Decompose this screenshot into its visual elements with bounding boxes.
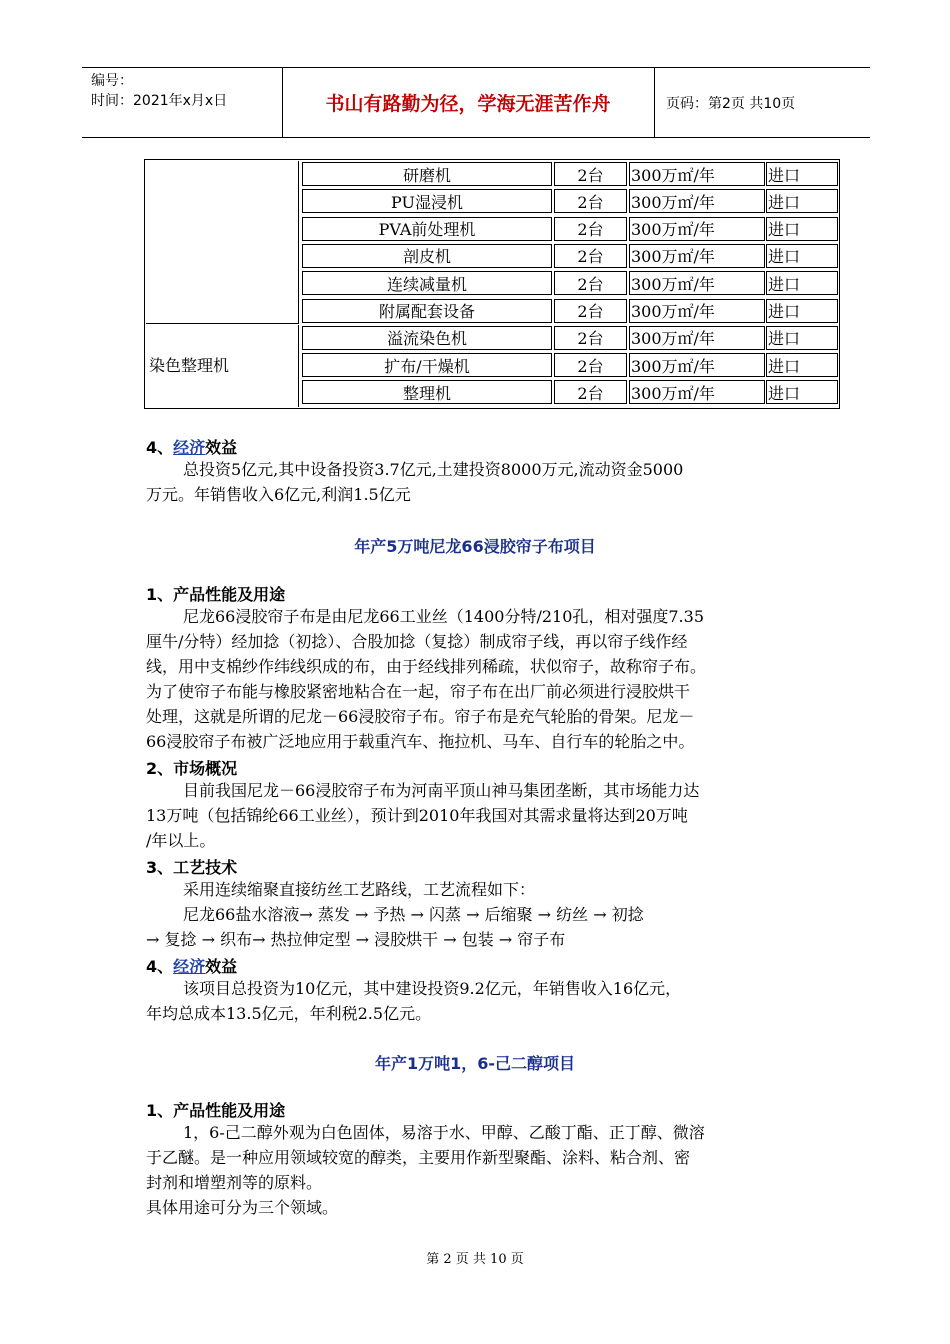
cell-capacity: 300万㎡/年 [629, 162, 765, 186]
table-row [302, 326, 837, 350]
p2-h4-link[interactable]: 经济 [173, 957, 206, 976]
p2-p4-line: 年均总成本13.5亿元，年利税2.5亿元。 [146, 1004, 432, 1023]
cell-name: 溢流染色机 [302, 326, 552, 350]
p2-p1-line: 线，用中支棉纱作纬线织成的布，由于经线排列稀疏，状似帘子，故称帘子布。 [146, 657, 707, 676]
cell-origin: 进口 [766, 162, 838, 186]
cell-name: 连续减量机 [302, 271, 552, 295]
econ-heading [146, 435, 237, 458]
section-label: 染色整理机 [149, 356, 230, 375]
table-row [302, 271, 837, 295]
cell-name: PVA前处理机 [302, 217, 552, 241]
p2-h3: 3、工艺技术 [146, 858, 238, 877]
p3-h1: 1、产品性能及用途 [146, 1101, 286, 1120]
page-footer: 第 2 页 共 10 页 [426, 1252, 524, 1267]
p2-p1-line: 尼龙66浸胶帘子布是由尼龙66工业丝（1400分特/210孔，相对强度7.35 [183, 607, 704, 626]
p2-p1-line: 66浸胶帘子布被广泛地应用于载重汽车、拖拉机、马车、自行车的轮胎之中。 [146, 732, 695, 751]
cell-origin: 进口 [766, 244, 838, 268]
cell-name: PU湿浸机 [302, 189, 552, 213]
p2-p3-line: 采用连续缩聚直接纺丝工艺路线，工艺流程如下： [183, 880, 536, 899]
page-header [82, 67, 870, 138]
p2-h1: 1、产品性能及用途 [146, 585, 286, 604]
table-row [302, 244, 837, 268]
p2-h2: 2、市场概况 [146, 759, 238, 778]
cell-name: 附属配套设备 [302, 299, 552, 323]
cell-capacity: 300万㎡/年 [629, 380, 765, 404]
p2-p3-flow-line: → 复捻 → 织布→ 热拉伸定型 → 浸胶烘干 → 包装 → 帘子布 [146, 930, 566, 949]
p2-p1-line: 为了使帘子布能与橡胶紧密地粘合在一起，帘子布在出厂前必须进行浸胶烘干 [146, 682, 691, 701]
p2-h4-rest: 效益 [205, 957, 238, 976]
table-row [302, 299, 837, 323]
econ-rest: 效益 [205, 438, 238, 457]
cell-qty: 2台 [554, 326, 627, 350]
table-row [302, 380, 837, 404]
cell-qty: 2台 [554, 189, 627, 213]
p2-p2-line: 13万吨（包括锦纶66工业丝），预计到2010年我国对其需求量将达到20万吨 [146, 806, 688, 825]
cell-capacity: 300万㎡/年 [629, 299, 765, 323]
cell-name: 扩布/干燥机 [302, 353, 552, 377]
econ-line-2: 万元。年销售收入6亿元,利润1.5亿元 [146, 485, 411, 504]
cell-capacity: 300万㎡/年 [629, 326, 765, 350]
cell-capacity: 300万㎡/年 [629, 189, 765, 213]
table-section-1 [146, 161, 299, 324]
p3-p1-line: 具体用途可分为三个领域。 [146, 1198, 339, 1217]
cell-capacity: 300万㎡/年 [629, 271, 765, 295]
cell-capacity: 300万㎡/年 [629, 353, 765, 377]
cell-capacity: 300万㎡/年 [629, 244, 765, 268]
p2-p2-line: 目前我国尼龙－66浸胶帘子布为河南平顶山神马集团垄断，其市场能力达 [183, 781, 700, 800]
cell-origin: 进口 [766, 217, 838, 241]
p2-p4-line: 该项目总投资为10亿元，其中建设投资9.2亿元，年销售收入16亿元， [183, 979, 682, 998]
project3-title: 年产1万吨1，6-己二醇项目 [374, 1054, 576, 1073]
table-row [302, 189, 837, 213]
cell-origin: 进口 [766, 380, 838, 404]
cell-name: 整理机 [302, 380, 552, 404]
header-motto: 书山有路勤为径，学海无涯苦作舟 [325, 93, 611, 115]
econ-num: 4、 [146, 438, 174, 457]
cell-origin: 进口 [766, 353, 838, 377]
cell-qty: 2台 [554, 299, 627, 323]
equipment-table [144, 159, 840, 409]
econ-line-1: 总投资5亿元,其中设备投资3.7亿元,土建投资8000万元,流动资金5000 [183, 460, 684, 479]
cell-qty: 2台 [554, 244, 627, 268]
p2-p1-line: 处理，这就是所谓的尼龙－66浸胶帘子布。帘子布是充气轮胎的骨架。尼龙－ [146, 707, 695, 726]
p3-p1-line: 封剂和增塑剂等的原料。 [146, 1173, 323, 1192]
cell-qty: 2台 [554, 353, 627, 377]
table-row [302, 353, 837, 377]
cell-qty: 2台 [554, 162, 627, 186]
header-divider [654, 68, 655, 137]
p2-p1-line: 厘牛/分特）经加捻（初捻）、合股加捻（复捻）制成帘子线，再以帘子线作经 [146, 632, 688, 651]
p3-p1-line: 1，6-己二醇外观为白色固体，易溶于水、甲醇、乙酸丁酯、正丁醇、微溶 [183, 1123, 705, 1142]
table-row [302, 162, 837, 186]
cell-origin: 进口 [766, 326, 838, 350]
p3-p1-line: 于乙醚。是一种应用领域较宽的醇类，主要用作新型聚酯、涂料、粘合剂、密 [146, 1148, 691, 1167]
p2-p2-line: /年以上。 [146, 831, 216, 850]
econ-link[interactable]: 经济 [173, 438, 206, 457]
cell-name: 研磨机 [302, 162, 552, 186]
cell-origin: 进口 [766, 271, 838, 295]
project2-title: 年产5万吨尼龙66浸胶帘子布项目 [354, 537, 596, 556]
p2-h4-num: 4、 [146, 957, 174, 976]
cell-name: 剖皮机 [302, 244, 552, 268]
cell-capacity: 300万㎡/年 [629, 217, 765, 241]
cell-qty: 2台 [554, 217, 627, 241]
table-section-2 [146, 325, 299, 407]
cell-origin: 进口 [766, 299, 838, 323]
cell-qty: 2台 [554, 380, 627, 404]
header-meta [91, 71, 227, 111]
number-label: 编号： [91, 73, 133, 89]
cell-qty: 2台 [554, 271, 627, 295]
p2-p3-flow-line: 尼龙66盐水溶液→ 蒸发 → 予热 → 闪蒸 → 后缩聚 → 纺丝 → 初捻 [183, 905, 644, 924]
cell-origin: 进口 [766, 189, 838, 213]
table-row [302, 217, 837, 241]
header-page-info: 页码：第2页 共10页 [666, 95, 796, 112]
time-label: 时间：2021年x月x日 [91, 93, 228, 109]
p2-h4 [146, 954, 237, 977]
